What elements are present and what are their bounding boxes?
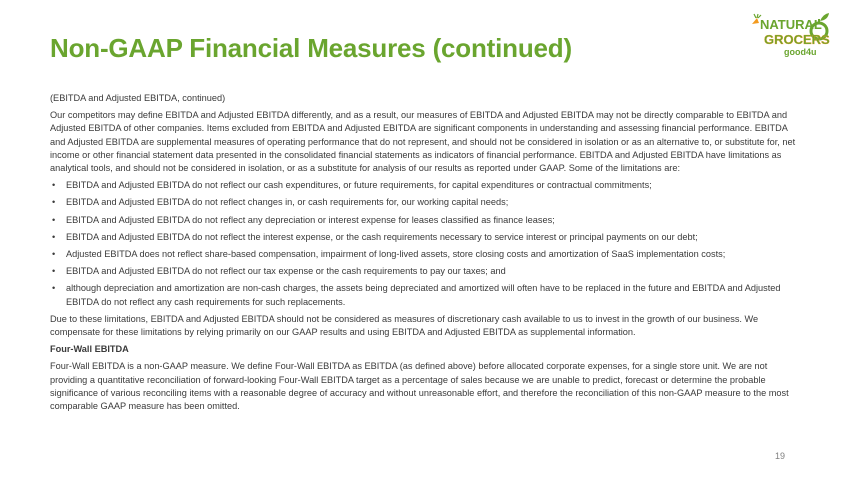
limitations-paragraph: Our competitors may define EBITDA and Adjusted EBITDA differently, and as a result, our measures of EBITDA and Adjusted EBITDA may not be directly comparable to EBITDA and Adjusted EBITDA of other companies. Items excluded from EBITDA and Adjusted EBITDA are significant components in understanding and assessing financial performance. EBITDA and Adjusted EBITDA are supplemental measures of operating performance that do not represent, and should not be considered in isolation or as an alternative to, or substitute for, net income or other financial statement data presented in the consolidated financial statements as indicators of financial performance. EBITDA and Adjusted EBITDA have limitations as analytical tools, and should not be considered in isolation, or as a substitute for analysis of our results as reported under GAAP. Some of the limitations are: (50, 110, 796, 174)
bullet-icon: • (52, 249, 56, 260)
bullet-icon: • (52, 214, 56, 225)
page-title: Non-GAAP Financial Measures (continued) (50, 33, 572, 63)
list-item: • EBITDA and Adjusted EBITDA do not reflect the interest expense, or the cash requirements necessary to service interest or principal payments on our debt; (50, 231, 802, 244)
bullet-icon: • (52, 231, 56, 242)
bullet-icon: • (52, 180, 56, 191)
section-heading-four-wall: Four-Wall EBITDA (50, 344, 129, 355)
list-item: • EBITDA and Adjusted EBITDA do not reflect our cash expenditures, or future requirements, for capital expenditures or contractual commitments; (50, 179, 802, 192)
list-item: • Adjusted EBITDA does not reflect share-based compensation, impairment of long-lived assets, store closing costs and amortization of SaaS implementation costs; (50, 248, 802, 261)
limitations-list (50, 179, 802, 309)
page-number: 19 (775, 451, 786, 461)
intro-note: (EBITDA and Adjusted EBITDA, continued) (50, 93, 226, 103)
list-item: • EBITDA and Adjusted EBITDA do not reflect any depreciation or interest expense for leases classified as finance leases; (50, 214, 802, 227)
logo-grocers: GROCERS (764, 32, 830, 47)
page-body (50, 92, 802, 417)
bullet-icon: • (52, 266, 56, 277)
limitations-conclusion: Due to these limitations, EBITDA and Adjusted EBITDA should not be considered as measures of discretionary cash available to us to invest in the growth of our business. We compensate for these limitations by relying primarily on our GAAP results and using EBITDA and Adjusted EBITDA as supplemental information. (50, 313, 759, 338)
logo-good4u: good4u (784, 47, 817, 57)
list-item: • although depreciation and amortization are non-cash charges, the assets being depreciated and amortized will often have to be replaced in the future and EBITDA and Adjusted EBITDA do not reflect any cash requirements for such replacements. (52, 283, 781, 307)
list-item: • EBITDA and Adjusted EBITDA do not reflect changes in, or cash requirements for, our working capital needs; (50, 196, 802, 209)
bullet-icon: • (52, 197, 56, 208)
bullet-icon: • (52, 283, 56, 294)
logo-natural: NATURAL (760, 17, 822, 32)
list-item: • EBITDA and Adjusted EBITDA do not reflect our tax expense or the cash requirements to pay our taxes; and (50, 265, 802, 278)
four-wall-paragraph: Four-Wall EBITDA is a non-GAAP measure. We define Four-Wall EBITDA as EBITDA (as defined above) before allocated corporate expenses, for a single store unit. We are not providing a quantitative reconciliation of forward-looking Four-Wall EBITDA target as a percentage of sales because we are unable to predict, forecast or determine the probable significance of various reconciling items with a reasonable degree of accuracy and without unreasonable effort, and therefore the reconciliation of this non-GAAP measure to the most comparable GAAP measure has been omitted. (50, 361, 789, 412)
natural-grocers-logo (746, 11, 832, 63)
